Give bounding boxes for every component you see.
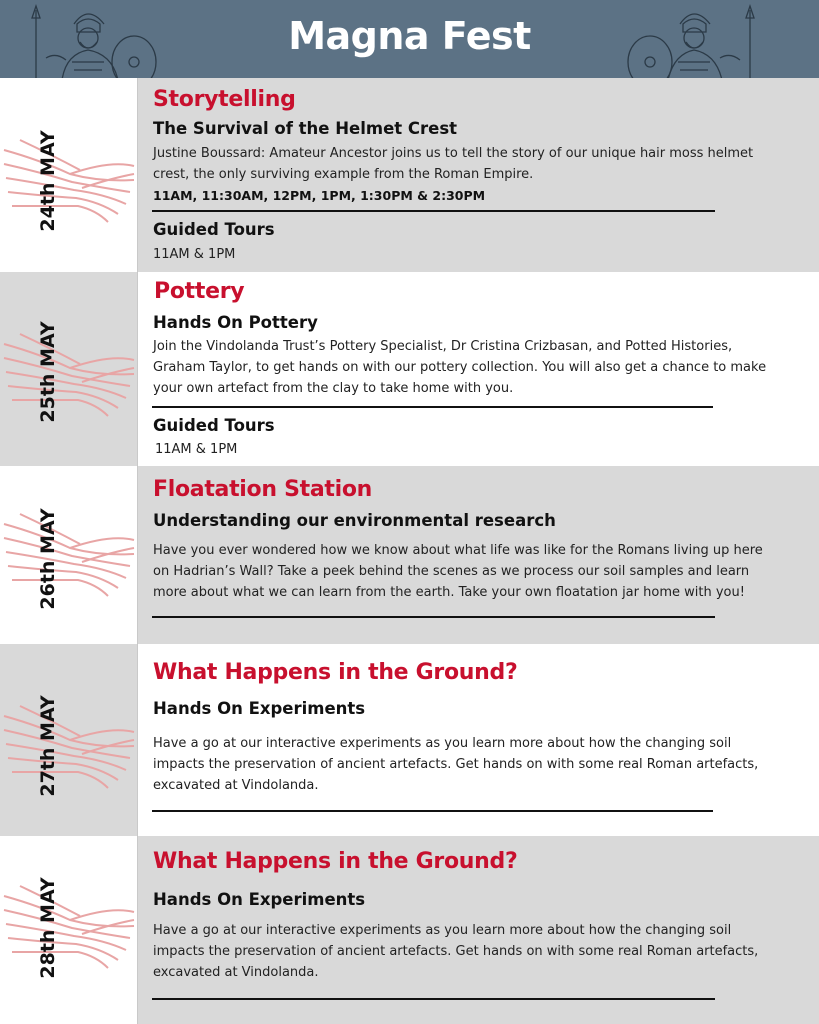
- event-times: 11AM & 1PM: [153, 247, 236, 262]
- date-column: [0, 836, 138, 1024]
- events-panel: [138, 78, 819, 272]
- event-times: 11AM, 11:30AM, 12PM, 1PM, 1:30PM & 2:30PM: [153, 188, 486, 203]
- header-banner: [0, 0, 819, 78]
- event-category: What Happens in the Ground?: [153, 660, 518, 685]
- event-title: Guided Tours: [153, 220, 275, 239]
- divider: [152, 406, 713, 408]
- divider: [152, 210, 715, 212]
- date-label: 24th MAY: [37, 130, 59, 232]
- date-label: 25th MAY: [37, 321, 59, 423]
- winged-emblem-icon: [0, 130, 138, 226]
- event-category: Pottery: [154, 279, 245, 304]
- day-row-27-may: [0, 644, 819, 836]
- date-label: 26th MAY: [37, 508, 59, 610]
- event-description: Have a go at our interactive experiments as you learn more about how the changing soil impacts the preservation of ancient artefacts. Get hands on with some real Roman artefacts, excavated at Vindolanda.: [153, 923, 759, 980]
- date-column: [0, 78, 138, 272]
- event-title: The Survival of the Helmet Crest: [153, 119, 458, 138]
- event-title: Understanding our environmental research: [153, 511, 556, 530]
- events-panel: [138, 644, 819, 836]
- winged-emblem-icon: [0, 324, 138, 420]
- event-title: Guided Tours: [153, 416, 275, 435]
- event-description: Have you ever wondered how we know about what life was like for the Romans living up here on Hadrian’s Wall? Take a peek behind the scenes as we process our soil samples and learn more about what we can learn from the earth. Take your own floatation jar home with you!: [153, 543, 763, 600]
- events-panel: [138, 836, 819, 1024]
- day-row-28-may: [0, 836, 819, 1024]
- event-category: What Happens in the Ground?: [153, 849, 518, 874]
- day-row-24-may: [0, 78, 819, 272]
- event-description: Join the Vindolanda Trust’s Pottery Specialist, Dr Cristina Crizbasan, and Potted Histories, Graham Taylor, to get hands on with our pottery collection. You will also get a chance to make your own artefact from the clay to take home with you.: [153, 339, 767, 396]
- day-row-26-may: [0, 466, 819, 644]
- date-label: 28th MAY: [37, 877, 59, 979]
- date-column: [0, 466, 138, 644]
- winged-emblem-icon: [0, 504, 138, 600]
- event-title: Hands On Experiments: [153, 890, 366, 909]
- event-category: Storytelling: [153, 87, 296, 112]
- divider: [152, 616, 715, 618]
- event-title: Hands On Experiments: [153, 699, 366, 718]
- divider: [152, 810, 713, 812]
- winged-emblem-icon: [0, 876, 138, 972]
- event-times: 11AM & 1PM: [155, 442, 238, 457]
- event-title: Hands On Pottery: [153, 313, 318, 332]
- date-column: [0, 272, 138, 466]
- event-category: Floatation Station: [153, 477, 373, 502]
- events-panel: [138, 466, 819, 644]
- event-description: Have a go at our interactive experiments as you learn more about how the changing soil impacts the preservation of ancient artefacts. Get hands on with some real Roman artefacts, excavated at Vindolanda.: [153, 736, 759, 793]
- divider: [152, 998, 715, 1000]
- winged-emblem-icon: [0, 696, 138, 792]
- event-description: Justine Boussard: Amateur Ancestor joins us to tell the story of our unique hair moss helmet crest, the only surviving example from the Roman Empire.: [153, 146, 754, 182]
- day-row-25-may: [0, 272, 819, 466]
- page-title: Magna Fest: [288, 14, 531, 58]
- date-column: [0, 644, 138, 836]
- date-label: 27th MAY: [37, 695, 59, 797]
- events-panel: [138, 272, 819, 466]
